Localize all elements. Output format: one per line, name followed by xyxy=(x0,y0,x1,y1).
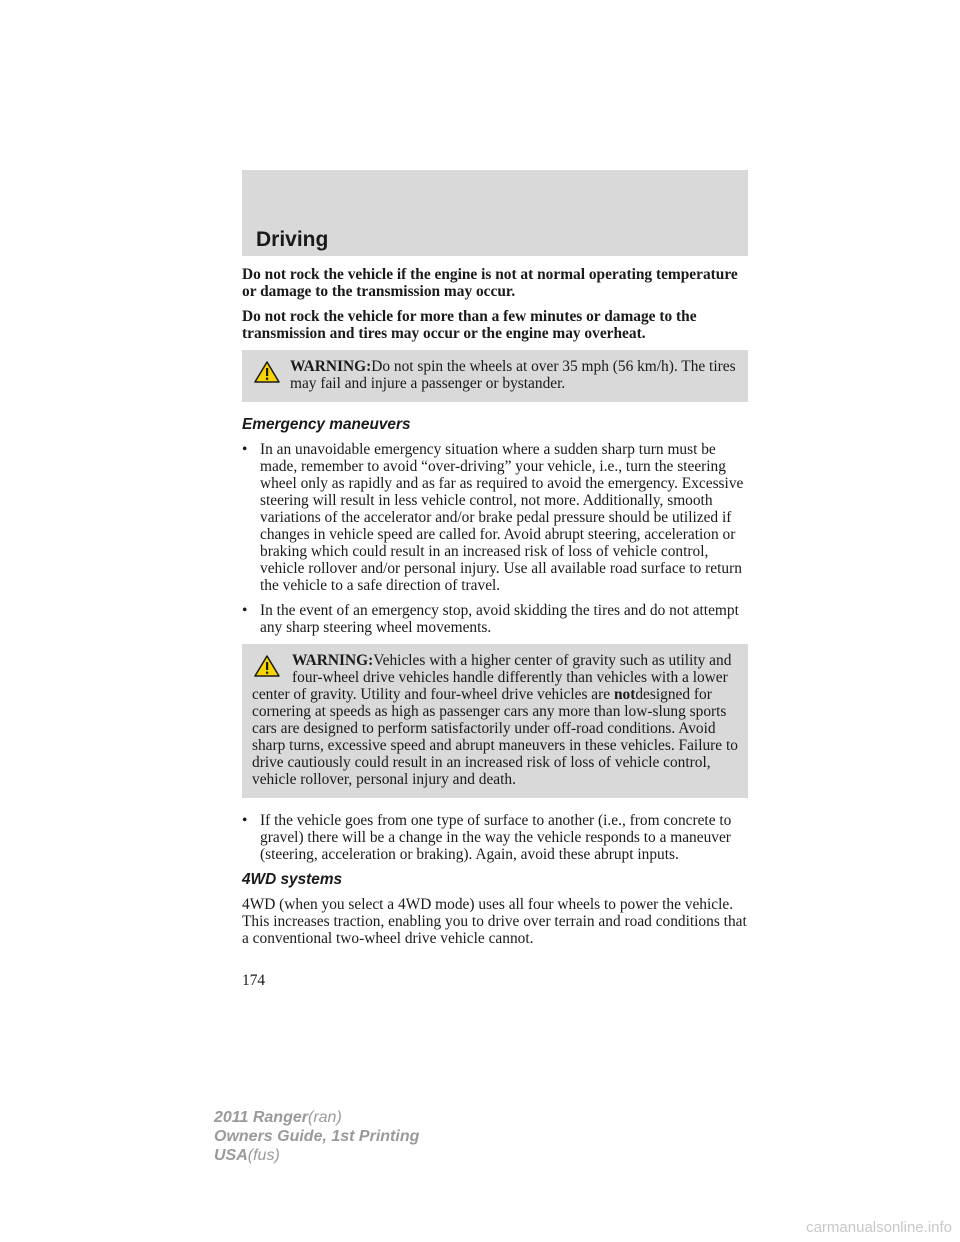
footer-model-code: (ran) xyxy=(307,1109,342,1126)
list-item xyxy=(242,812,748,863)
intro-paragraph-2: Do not rock the vehicle for more than a few minutes or damage to the transmission and tires may occur or the engine may overheat. xyxy=(242,308,697,342)
page-content xyxy=(242,266,748,955)
warning-1-body: Do not spin the wheels at over 35 mph (56 km/h). The tires may fail and injure a passenger or bystander. xyxy=(290,358,736,392)
warning-2-label: WARNING: xyxy=(292,652,374,669)
list-item xyxy=(242,441,748,594)
bullet-dot: • xyxy=(242,812,248,829)
footer-line-3 xyxy=(214,1146,419,1165)
warning-2-body-start: Vehicles with a higher center of gravity such as utility and four-wheel drive vehicles handle differently than vehicles with a lower center of gravity. Utility and four-wheel drive vehicles are xyxy=(252,652,732,703)
warning-1-label: WARNING: xyxy=(290,358,372,375)
fourwd-heading: 4WD systems xyxy=(242,871,343,888)
warning-box-1 xyxy=(242,350,748,402)
footer-model: 2011 Ranger xyxy=(214,1109,308,1126)
footer-market-code: (fus) xyxy=(247,1147,280,1164)
footer-line-2: Owners Guide, 1st Printing xyxy=(214,1128,420,1145)
warning-triangle-icon xyxy=(254,360,280,384)
section-title: Driving xyxy=(256,228,329,251)
list-item xyxy=(242,602,748,636)
bullet-dot: • xyxy=(242,602,248,619)
fourwd-paragraph: 4WD (when you select a 4WD mode) uses all four wheels to power the vehicle. This increases traction, enabling you to drive over terrain and road conditions that a conventional two-wheel drive vehicle cannot. xyxy=(242,896,747,947)
bullet-text: If the vehicle goes from one type of surface to another (i.e., from concrete to gravel) there will be a change in the way the vehicle responds to a maneuver (steering, acceleration or braking). Again, avoid these abrupt inputs. xyxy=(260,812,732,863)
warning-box-2 xyxy=(242,644,748,798)
footer-market: USA xyxy=(214,1147,248,1164)
bullet-text: In an unavoidable emergency situation where a sudden sharp turn must be made, remember to avoid “over-driving” your vehicle, i.e., turn the steering wheel only as rapidly and as far as required to avoid the emergency. Excessive steering will result in less vehicle control, not more. Additionally, smooth variations of the accelerator and/or brake pedal pressure should be utilized if changes in vehicle speed are called for. Avoid abrupt steering, acceleration or braking which could result in an increased risk of loss of vehicle control, vehicle rollover and/or personal injury. Use all available road surface to return the vehicle to a safe direction of travel. xyxy=(260,441,744,594)
warning-2-emphasis: not xyxy=(613,686,636,703)
watermark: carmanualsonline.info xyxy=(806,1219,952,1236)
warning-1-text xyxy=(290,358,738,392)
page-number: 174 xyxy=(242,972,266,989)
bullet-text: In the event of an emergency stop, avoid skidding the tires and do not attempt any sharp steering wheel movements. xyxy=(260,602,739,636)
warning-triangle-icon xyxy=(254,654,280,678)
section-header-band xyxy=(242,170,748,256)
warning-2-text xyxy=(252,652,738,788)
footer-line-1 xyxy=(214,1108,419,1127)
warning-2-body-end: designed for cornering at speeds as high as passenger cars any more than low-slung sports cars are designed to perform satisfactorily under off-road conditions. Avoid sharp turns, excessive speed and abrupt maneuvers in these vehicles. Failure to drive cautiously could result in an increased risk of loss of vehicle control, vehicle rollover, personal injury and death. xyxy=(252,686,738,788)
emergency-heading: Emergency maneuvers xyxy=(242,416,411,433)
bullet-dot: • xyxy=(242,441,248,458)
document-footer xyxy=(214,1108,419,1165)
intro-paragraph-1: Do not rock the vehicle if the engine is not at normal operating temperature or damage to the transmission may occur. xyxy=(242,266,738,300)
